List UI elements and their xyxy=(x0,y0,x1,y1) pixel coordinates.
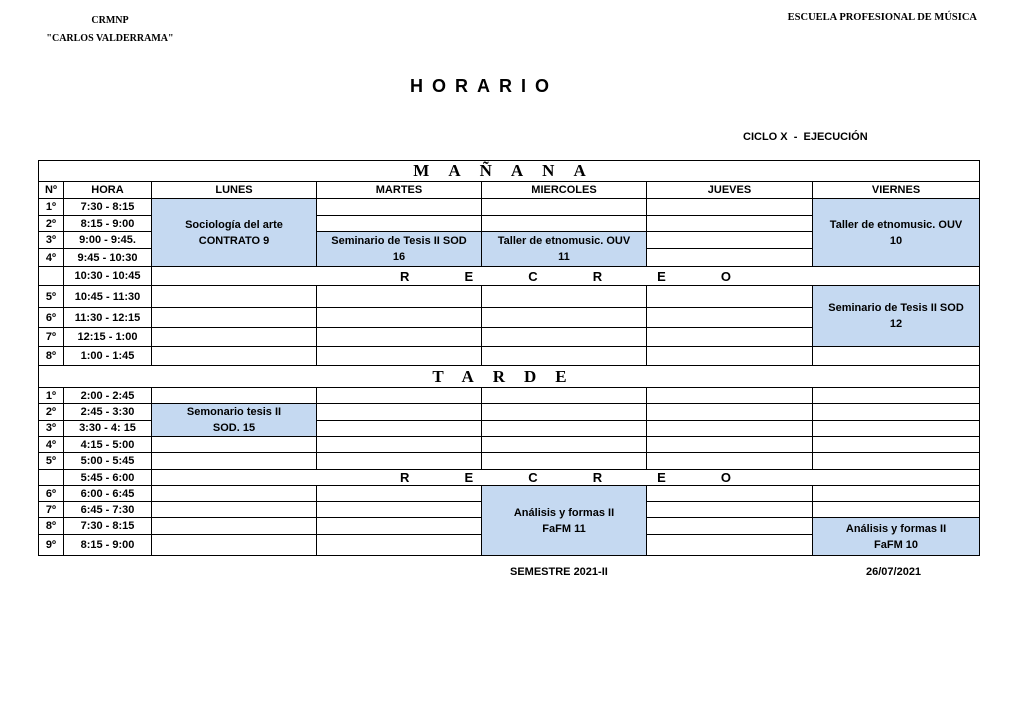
class-viernes-analisis xyxy=(813,518,980,556)
cell xyxy=(152,388,317,404)
cell xyxy=(482,286,647,308)
cell xyxy=(317,347,482,366)
class-name: Seminario de Tesis II SOD xyxy=(828,302,964,314)
recreo-label xyxy=(152,470,979,485)
row-time: 5:45 - 6:00 xyxy=(64,470,152,486)
row-number xyxy=(39,470,64,486)
cell xyxy=(482,420,647,437)
cell xyxy=(813,347,980,366)
cell xyxy=(317,199,482,216)
class-name: Análisis y formas II xyxy=(513,506,615,519)
school-name: ESCUELA PROFESIONAL DE MÚSICA xyxy=(787,12,977,23)
cell xyxy=(482,388,647,404)
cell xyxy=(647,486,813,502)
cycle-label: CICLO X - EJECUCIÓN xyxy=(743,131,868,143)
row-number: 8º xyxy=(39,347,64,366)
row-number: 7º xyxy=(39,502,64,518)
row-time: 5:00 - 5:45 xyxy=(64,453,152,470)
row-time: 6:00 - 6:45 xyxy=(64,486,152,502)
row-number: 8º xyxy=(39,518,64,535)
cell xyxy=(152,518,317,535)
cell xyxy=(317,453,482,470)
cell xyxy=(482,199,647,216)
recreo-letter: R xyxy=(592,470,603,485)
row-time: 7:30 - 8:15 xyxy=(64,199,152,216)
cell xyxy=(482,453,647,470)
row-time: 7:30 - 8:15 xyxy=(64,518,152,535)
cell xyxy=(482,347,647,366)
cell xyxy=(647,216,813,232)
table-row xyxy=(39,388,980,404)
class-detail: CONTRATO 9 xyxy=(198,234,270,247)
cell xyxy=(317,437,482,453)
row-time: 12:15 - 1:00 xyxy=(64,328,152,347)
row-number: 2º xyxy=(39,404,64,421)
cell xyxy=(647,518,813,535)
cell xyxy=(482,308,647,328)
cell xyxy=(813,437,980,453)
table-row xyxy=(39,286,980,308)
class-name: Seminario de Tesis II SOD xyxy=(331,235,467,247)
cell xyxy=(647,420,813,437)
section-afternoon: TARDE xyxy=(39,366,980,388)
recreo-letter: R xyxy=(400,268,410,284)
cell xyxy=(647,404,813,421)
table-row xyxy=(39,437,980,453)
recreo-cell xyxy=(152,470,980,486)
cell xyxy=(317,535,482,556)
table-row xyxy=(39,267,980,286)
cell xyxy=(647,437,813,453)
recreo-letter: C xyxy=(528,470,538,485)
recreo-letter: O xyxy=(720,268,732,284)
row-time: 2:45 - 3:30 xyxy=(64,404,152,421)
class-miercoles-taller xyxy=(482,232,647,267)
recreo-letter: E xyxy=(657,268,666,284)
row-number: 3º xyxy=(39,232,64,249)
cell xyxy=(647,308,813,328)
class-miercoles-analisis xyxy=(482,486,647,556)
column-header: MIERCOLES xyxy=(482,182,647,199)
row-number: 1º xyxy=(39,199,64,216)
cell xyxy=(482,404,647,421)
class-name: Taller de etnomusic. OUV xyxy=(829,218,963,231)
row-number: 1º xyxy=(39,388,64,404)
table-row xyxy=(39,404,980,421)
cell xyxy=(317,286,482,308)
row-number: 4º xyxy=(39,249,64,267)
cell xyxy=(317,308,482,328)
column-header-row xyxy=(39,182,980,199)
section-morning: MAÑANA xyxy=(39,161,980,182)
row-time: 3:30 - 4: 15 xyxy=(64,420,152,437)
section-row xyxy=(39,366,980,388)
recreo-letter: E xyxy=(464,470,474,485)
cell xyxy=(317,518,482,535)
class-name: Semonario tesis II xyxy=(186,406,282,418)
cell xyxy=(647,502,813,518)
class-lunes-sociologia xyxy=(152,199,317,267)
cell xyxy=(647,232,813,249)
cell xyxy=(152,347,317,366)
class-detail: 12 xyxy=(889,318,903,330)
row-number: 4º xyxy=(39,437,64,453)
date-label: 26/07/2021 xyxy=(866,566,922,578)
cell xyxy=(482,328,647,347)
table-row xyxy=(39,470,980,486)
row-time: 10:45 - 11:30 xyxy=(64,286,152,308)
cell xyxy=(813,453,980,470)
class-detail: 10 xyxy=(889,234,903,247)
cell xyxy=(152,453,317,470)
class-martes-seminario xyxy=(317,232,482,267)
cell xyxy=(317,502,482,518)
cell xyxy=(482,437,647,453)
column-header: VIERNES xyxy=(813,182,980,199)
semester-label: SEMESTRE 2021-II xyxy=(510,566,608,578)
column-header: JUEVES xyxy=(647,182,813,199)
class-lunes-semonario xyxy=(152,404,317,437)
cell xyxy=(317,328,482,347)
cell xyxy=(317,404,482,421)
cell xyxy=(317,388,482,404)
row-time: 9:45 - 10:30 xyxy=(64,249,152,267)
row-time: 4:15 - 5:00 xyxy=(64,437,152,453)
column-header: LUNES xyxy=(152,182,317,199)
cell xyxy=(482,216,647,232)
row-time: 6:45 - 7:30 xyxy=(64,502,152,518)
cell xyxy=(152,286,317,308)
cell xyxy=(317,216,482,232)
cell xyxy=(647,347,813,366)
cell xyxy=(647,453,813,470)
cell xyxy=(647,249,813,267)
row-number: 6º xyxy=(39,308,64,328)
row-number: 3º xyxy=(39,420,64,437)
institution-block xyxy=(40,12,180,48)
class-name: Taller de etnomusic. OUV xyxy=(497,235,631,247)
cell xyxy=(152,328,317,347)
row-time: 10:30 - 10:45 xyxy=(64,267,152,286)
cell xyxy=(152,437,317,453)
recreo-letter: R xyxy=(400,470,410,485)
row-time: 9:00 - 9:45. xyxy=(64,232,152,249)
row-number: 6º xyxy=(39,486,64,502)
recreo-cell xyxy=(152,267,980,286)
cell xyxy=(317,420,482,437)
class-detail: SOD. 15 xyxy=(212,422,256,434)
schedule-table xyxy=(38,160,980,556)
institution-name: "CARLOS VALDERRAMA" xyxy=(46,33,174,44)
table-row xyxy=(39,453,980,470)
class-detail: 16 xyxy=(392,251,406,263)
recreo-letter: O xyxy=(720,470,732,485)
table-row xyxy=(39,347,980,366)
class-name: Sociología del arte xyxy=(185,218,283,231)
cell xyxy=(647,286,813,308)
cell xyxy=(647,328,813,347)
cell xyxy=(152,308,317,328)
row-number xyxy=(39,267,64,286)
recreo-letter: R xyxy=(592,268,603,284)
table-row xyxy=(39,199,980,216)
recreo-letter: E xyxy=(657,470,666,485)
cell xyxy=(813,486,980,502)
row-time: 8:15 - 9:00 xyxy=(64,216,152,232)
cell xyxy=(647,535,813,556)
section-row xyxy=(39,161,980,182)
cell xyxy=(152,486,317,502)
recreo-letter: C xyxy=(528,268,538,284)
cell xyxy=(647,199,813,216)
row-time: 1:00 - 1:45 xyxy=(64,347,152,366)
class-detail: 11 xyxy=(558,251,570,263)
recreo-letter: E xyxy=(464,268,474,284)
row-number: 9º xyxy=(39,535,64,556)
cell xyxy=(317,486,482,502)
class-name: Análisis y formas II xyxy=(845,522,947,535)
column-header: HORA xyxy=(64,182,152,199)
cell xyxy=(152,535,317,556)
cell xyxy=(813,404,980,421)
row-time: 8:15 - 9:00 xyxy=(64,535,152,556)
cell xyxy=(813,388,980,404)
cell xyxy=(813,502,980,518)
table-row xyxy=(39,486,980,502)
cell xyxy=(647,388,813,404)
recreo-label xyxy=(152,269,979,284)
class-viernes-taller xyxy=(813,199,980,267)
cell xyxy=(152,502,317,518)
column-header: MARTES xyxy=(317,182,482,199)
page-title: HORARIO xyxy=(410,76,558,96)
row-number: 5º xyxy=(39,453,64,470)
class-detail: FaFM 10 xyxy=(874,538,919,551)
column-header: Nº xyxy=(39,182,64,199)
row-number: 7º xyxy=(39,328,64,347)
row-time: 2:00 - 2:45 xyxy=(64,388,152,404)
institution-acronym: CRMNP xyxy=(91,15,129,26)
class-detail: FaFM 11 xyxy=(542,522,586,535)
row-number: 2º xyxy=(39,216,64,232)
class-viernes-seminario xyxy=(813,286,980,347)
cell xyxy=(813,420,980,437)
row-time: 11:30 - 12:15 xyxy=(64,308,152,328)
row-number: 5º xyxy=(39,286,64,308)
